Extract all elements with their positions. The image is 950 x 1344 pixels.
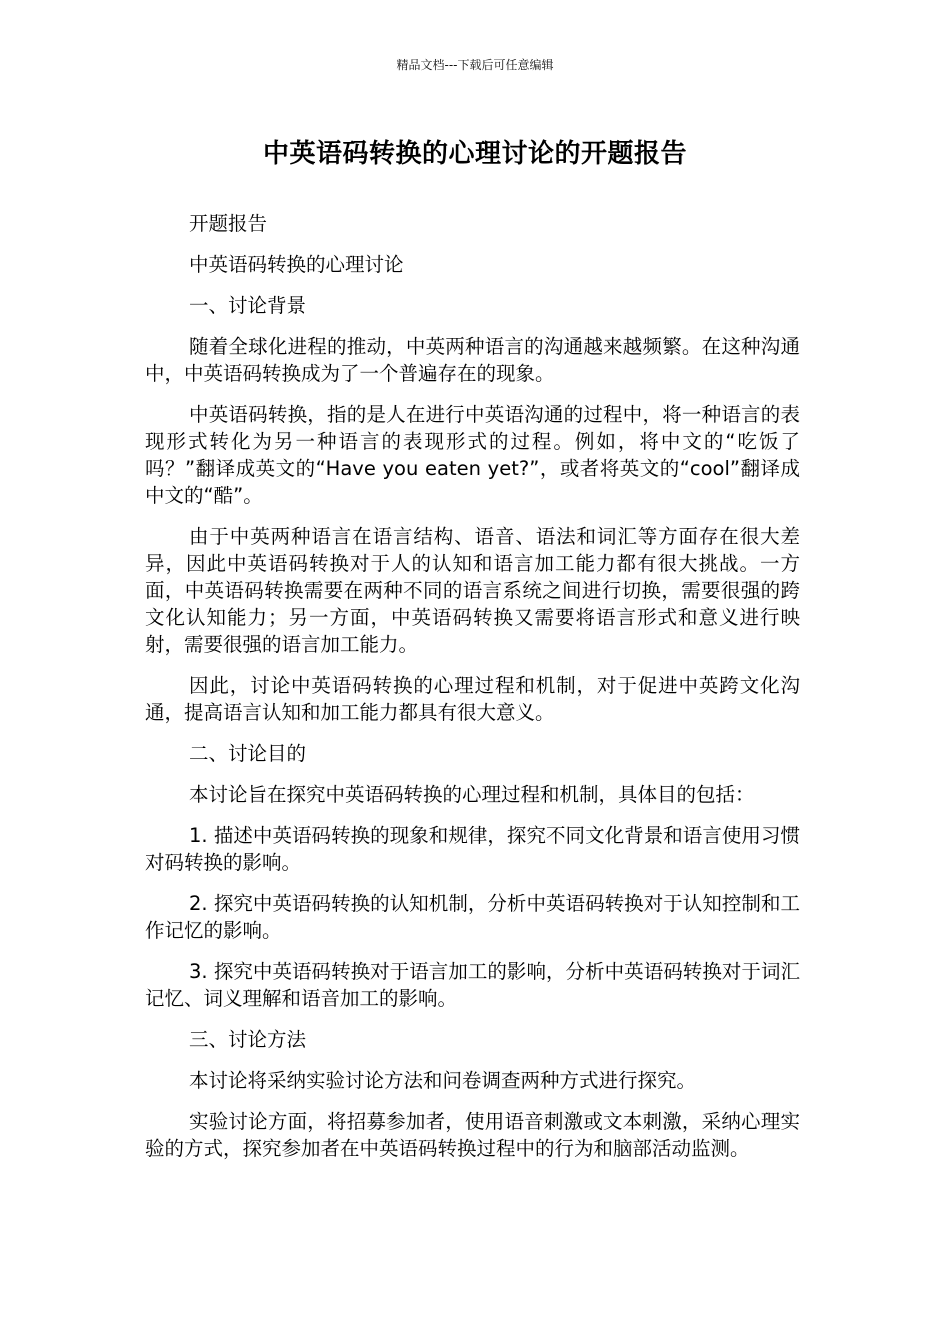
header-watermark: 精品文档---下载后可任意编辑 <box>396 58 554 72</box>
paragraph: 因此，讨论中英语码转换的心理过程和机制，对于促进中英跨文化沟通，提高语言认知和加工能力都具有很大意义。 <box>145 674 800 724</box>
section-heading: 三、讨论方法 <box>189 1028 307 1051</box>
list-item: 2. 探究中英语码转换的认知机制，分析中英语码转换对于认知控制和工作记忆的影响。 <box>145 892 800 942</box>
list-item: 3. 探究中英语码转换对于语言加工的影响，分析中英语码转换对于词汇记忆、词义理解和语音加工的影响。 <box>145 960 800 1010</box>
section-heading: 一、讨论背景 <box>189 294 307 317</box>
document-title: 中英语码转换的心理讨论的开题报告 <box>262 139 687 169</box>
document-body <box>145 210 800 1176</box>
paragraph: 由于中英两种语言在语言结构、语音、语法和词汇等方面存在很大差异，因此中英语码转换对于人的认知和语言加工能力都有很大挑战。一方面，中英语码转换需要在两种不同的语言系统之间进行切换，需要很强的跨文化认知能力；另一方面，中英语码转换又需要将语言形式和意义进行映射，需要很强的语言加工能力。 <box>145 525 800 656</box>
paragraph: 随着全球化进程的推动，中英两种语言的沟通越来越频繁。在这种沟通中，中英语码转换成为了一个普遍存在的现象。 <box>145 335 800 385</box>
paragraph: 本讨论旨在探究中英语码转换的心理过程和机制，具体目的包括： <box>189 783 755 806</box>
paragraph: 中英语码转换的心理讨论 <box>189 253 404 276</box>
paragraph: 本讨论将采纳实验讨论方法和问卷调查两种方式进行探究。 <box>189 1069 697 1092</box>
section-heading: 二、讨论目的 <box>189 742 307 765</box>
paragraph: 实验讨论方面，将招募参加者，使用语音刺激或文本刺激，采纳心理实验的方式，探究参加者在中英语码转换过程中的行为和脑部活动监测。 <box>145 1110 800 1160</box>
list-item: 1. 描述中英语码转换的现象和规律，探究不同文化背景和语言使用习惯对码转换的影响。 <box>145 824 800 874</box>
paragraph: 开题报告 <box>189 212 268 235</box>
paragraph: 中英语码转换，指的是人在进行中英语沟通的过程中，将一种语言的表现形式转化为另一种语言的表现形式的过程。例如，将中文的“吃饭了吗？”翻译成英文的“Have you eaten yet?”，或者将英文的“cool”翻译成中文的“酷”。 <box>145 403 800 507</box>
